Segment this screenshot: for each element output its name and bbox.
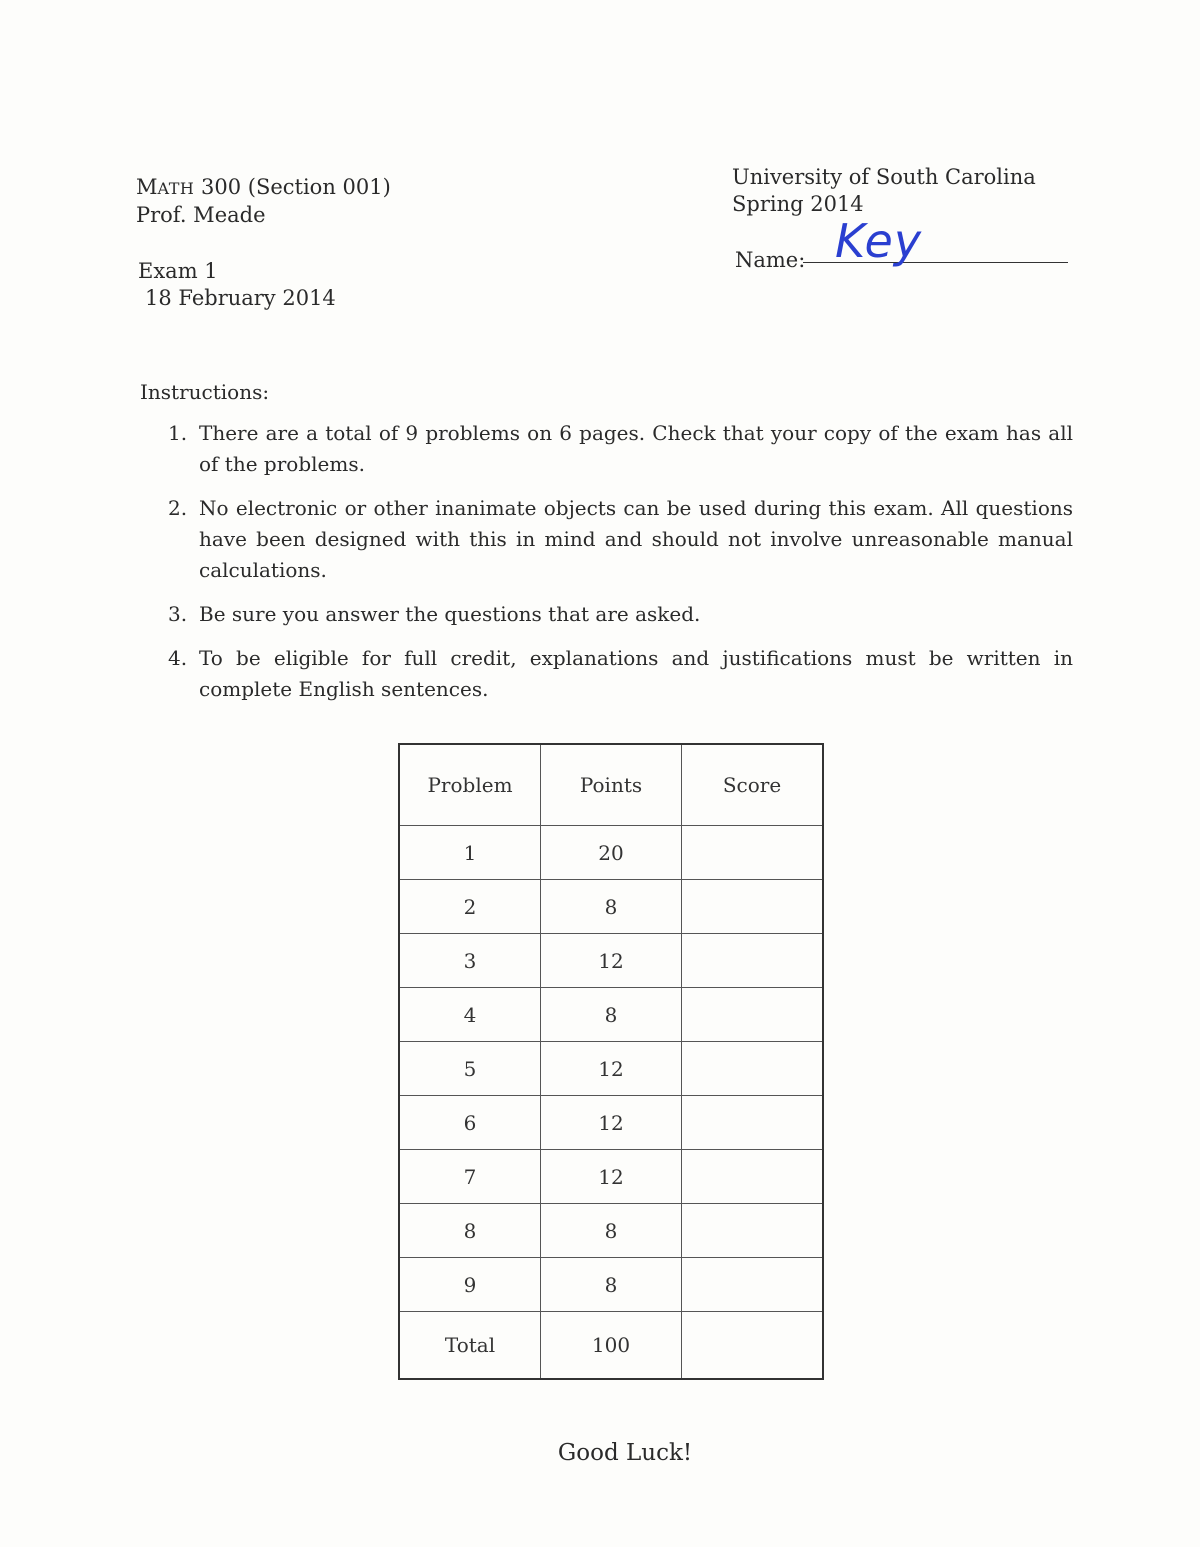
instruction-number: 1. [168,421,188,445]
points-cell: 8 [541,1204,682,1258]
exam-info [138,258,336,312]
closing-message: Good Luck! [557,1440,693,1466]
instruction-number: 4. [168,646,188,670]
problem-cell: 3 [399,934,541,988]
score-cell[interactable] [682,1150,824,1204]
points-cell: 8 [541,880,682,934]
table-row [399,934,823,988]
score-table [398,743,824,1380]
problem-cell: 2 [399,880,541,934]
course-title: MATH 300 (Section 001) [136,175,391,199]
column-header-problem: Problem [399,744,541,826]
exam-date: 18 February 2014 [145,286,336,310]
column-header-score: Score [682,744,824,826]
points-cell: 8 [541,988,682,1042]
points-cell: 12 [541,1150,682,1204]
table-row [399,1042,823,1096]
score-cell[interactable] [682,1204,824,1258]
points-cell: 20 [541,826,682,880]
instruction-text: To be eligible for full credit, explanations and justifications must be written in complete English sentences. [199,646,1073,701]
instruction-text: Be sure you answer the questions that are asked. [199,602,701,626]
instruction-number: 3. [168,602,188,626]
problem-cell: 9 [399,1258,541,1312]
table-header-row [399,744,823,826]
instruction-item [168,493,1073,586]
table-row [399,1258,823,1312]
instruction-number: 2. [168,496,188,520]
table-row [399,1096,823,1150]
exam-title: Exam 1 [138,259,218,283]
term: Spring 2014 [732,192,864,216]
column-header-points: Points [541,744,682,826]
problem-cell: 6 [399,1096,541,1150]
table-row [399,1204,823,1258]
table-row [399,826,823,880]
problem-cell: 8 [399,1204,541,1258]
total-label-cell: Total [399,1312,541,1380]
total-score-cell[interactable] [682,1312,824,1380]
university-name: University of South Carolina [732,165,1036,189]
score-cell[interactable] [682,934,824,988]
score-cell[interactable] [682,988,824,1042]
problem-cell: 7 [399,1150,541,1204]
points-cell: 12 [541,1096,682,1150]
points-cell: 8 [541,1258,682,1312]
school-info [732,164,1036,218]
score-cell[interactable] [682,826,824,880]
instructions-list [168,418,1073,718]
score-cell[interactable] [682,1096,824,1150]
instruction-text: No electronic or other inanimate objects can be used during this exam. All questions have been designed with this in mind and should not involve unreasonable manual calculations. [199,496,1073,582]
total-points-cell: 100 [541,1312,682,1380]
instruction-item [168,643,1073,705]
score-cell[interactable] [682,880,824,934]
table-row [399,1150,823,1204]
table-row [399,880,823,934]
table-total-row [399,1312,823,1380]
handwritten-name: Key [835,214,923,268]
problem-cell: 4 [399,988,541,1042]
table-row [399,988,823,1042]
instructions-heading: Instructions: [140,380,270,404]
instruction-item [168,418,1073,480]
problem-cell: 1 [399,826,541,880]
score-cell[interactable] [682,1042,824,1096]
instruction-item [168,599,1073,630]
instructor-name: Prof. Meade [136,203,266,227]
points-cell: 12 [541,1042,682,1096]
problem-cell: 5 [399,1042,541,1096]
course-info [136,174,391,229]
name-label: Name: [735,248,806,272]
instruction-text: There are a total of 9 problems on 6 pages. Check that your copy of the exam has all of the problems. [199,421,1073,476]
score-cell[interactable] [682,1258,824,1312]
points-cell: 12 [541,934,682,988]
